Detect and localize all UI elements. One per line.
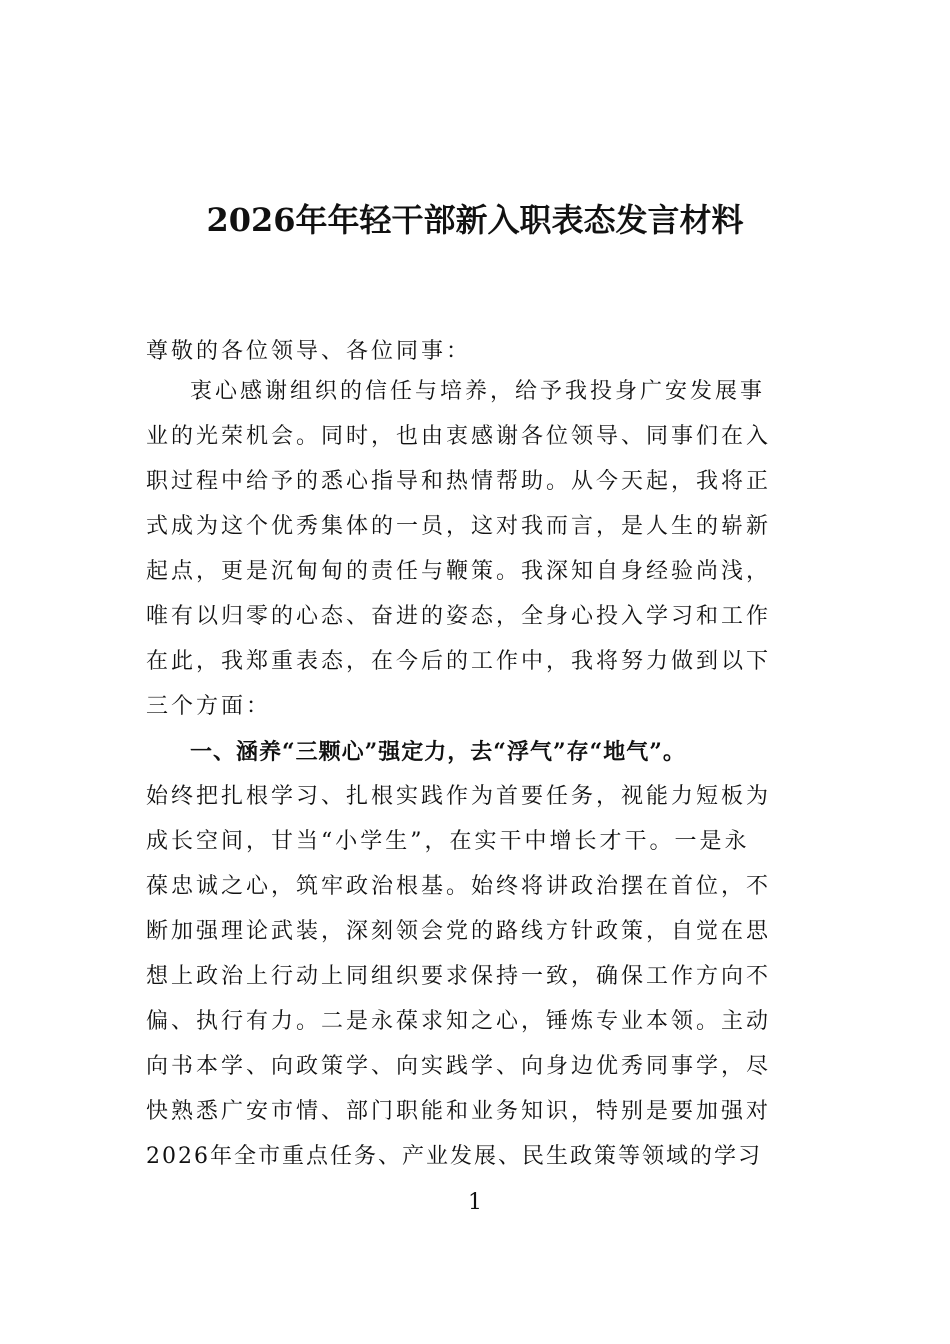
section-heading: 一、涵养“三颗心”强定力，去“浮气”存“地气”。 <box>190 739 686 765</box>
paragraph-line: 葆忠诚之心，筑牢政治根基。始终将讲政治摆在首位，不 <box>146 874 772 899</box>
document-title: 2026年年轻干部新入职表态发言材料 <box>206 201 744 239</box>
paragraph-line: 始终把扎根学习、扎根实践作为首要任务，视能力短板为 <box>146 784 772 809</box>
paragraph-line: 职过程中给予的悉心指导和热情帮助。从今天起，我将正 <box>146 469 772 494</box>
paragraph-line: 衷心感谢组织的信任与培养，给予我投身广安发展事 <box>190 379 766 404</box>
paragraph-line: 想上政治上行动上同组织要求保持一致，确保工作方向不 <box>146 964 772 989</box>
paragraph-line: 断加强理论武装，深刻领会党的路线方针政策，自觉在思 <box>146 919 772 944</box>
paragraph-line: 起点，更是沉甸甸的责任与鞭策。我深知自身经验尚浅， <box>146 559 772 584</box>
paragraph-line: 成长空间，甘当“小学生”，在实干中增长才干。一是永 <box>146 829 750 854</box>
paragraph-line: 快熟悉广安市情、部门职能和业务知识，特别是要加强对 <box>146 1099 772 1124</box>
paragraph-line: 偏、执行有力。二是永葆求知之心，锤炼专业本领。主动 <box>146 1009 772 1034</box>
paragraph-line: 唯有以归零的心态、奋进的姿态，全身心投入学习和工作 <box>146 604 772 629</box>
paragraph-line: 业的光荣机会。同时，也由衷感谢各位领导、同事们在入 <box>146 424 772 449</box>
paragraph-line: 式成为这个优秀集体的一员，这对我而言，是人生的崭新 <box>146 514 772 539</box>
paragraph-line: 在此，我郑重表态，在今后的工作中，我将努力做到以下 <box>146 649 772 674</box>
paragraph-line: 三个方面： <box>146 694 272 719</box>
paragraph-line: 2026年全市重点任务、产业发展、民生政策等领域的学习 <box>146 1144 762 1169</box>
paragraph-line: 向书本学、向政策学、向实践学、向身边优秀同事学，尽 <box>146 1054 772 1079</box>
page-number: 1 <box>468 1190 482 1215</box>
salutation: 尊敬的各位领导、各位同事： <box>146 339 472 364</box>
